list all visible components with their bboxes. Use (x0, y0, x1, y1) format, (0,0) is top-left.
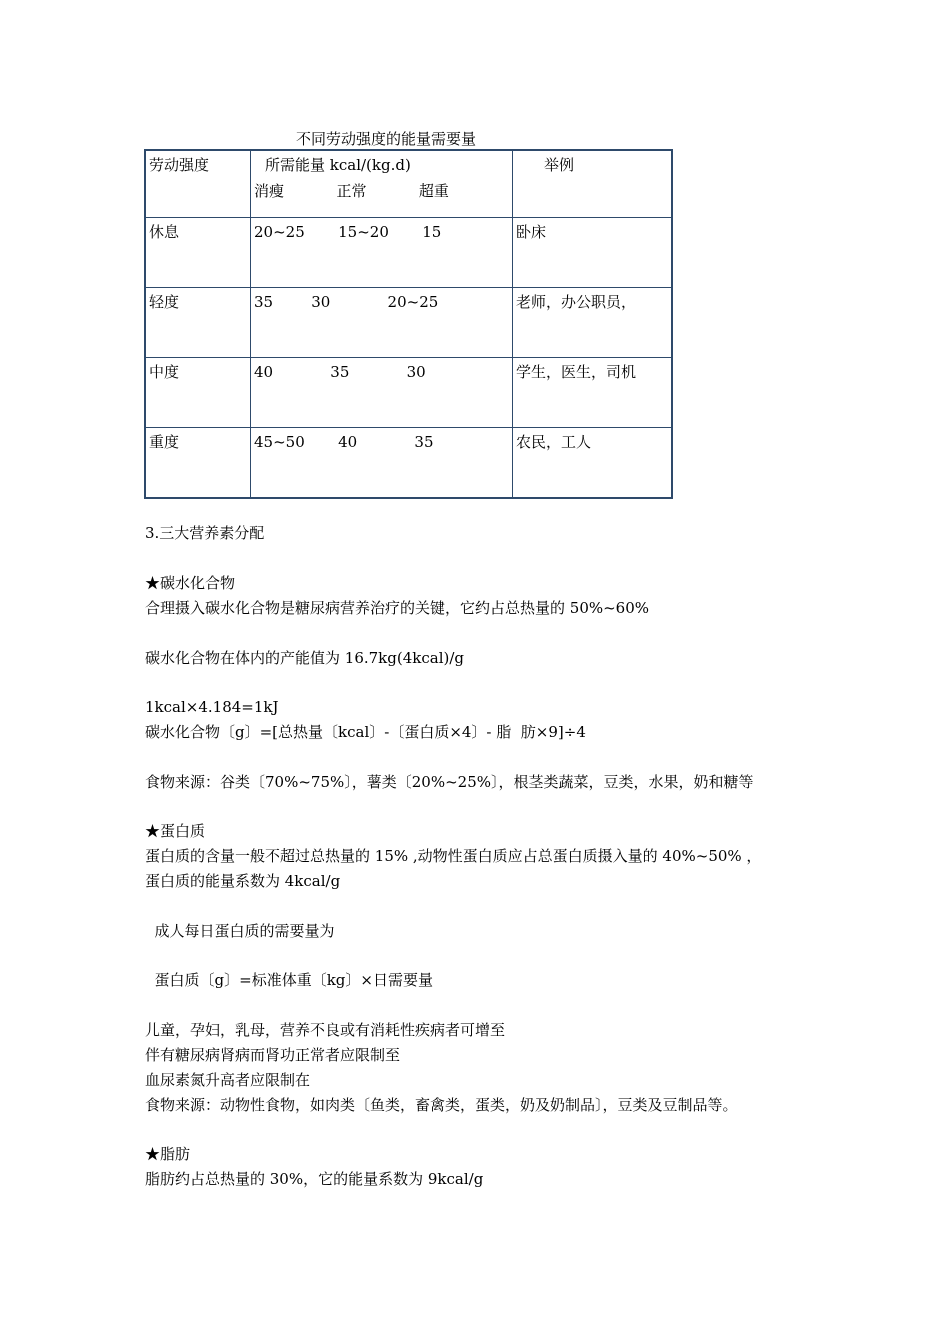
paragraph: 碳水化合物〔g〕=[总热量〔kcal〕-〔蛋白质×4〕- 脂 肪×9]÷4 (145, 723, 586, 741)
paragraph: 蛋白质的含量一般不超过总热量的 15% ,动物性蛋白质应占总蛋白质摄入量的 40%~50% ， (145, 847, 762, 865)
table-row (145, 218, 672, 288)
row-intensity: 休息 (149, 223, 180, 241)
subsection-heading: ★碳水化合物 (145, 574, 236, 592)
paragraph: 儿童，孕妇，乳母，营养不良或有消耗性疾病者可增至 (145, 1021, 506, 1039)
row-intensity: 中度 (149, 363, 180, 381)
header-energy: 所需能量 kcal/(kg.d) (265, 156, 411, 174)
paragraph: 合理摄入碳水化合物是糖尿病营养治疗的关键，它约占总热量的 50%~60% (145, 599, 650, 617)
paragraph: 蛋白质〔g〕=标准体重〔kg〕×日需要量 (145, 971, 433, 989)
row-intensity: 重度 (149, 433, 180, 451)
paragraph: 血尿素氮升高者应限制在 (145, 1071, 311, 1089)
row-values: 35 30 20~25 (254, 293, 439, 311)
header-example: 举例 (544, 156, 575, 174)
row-example: 农民，工人 (516, 433, 592, 451)
paragraph: 伴有糖尿病肾病而肾功正常者应限制至 (145, 1046, 401, 1064)
table-title: 不同劳动强度的能量需要量 (296, 130, 477, 148)
paragraph: 蛋白质的能量系数为 4kcal/g (145, 872, 341, 890)
row-example: 卧床 (516, 223, 547, 241)
row-values: 45~50 40 35 (254, 433, 434, 451)
subsection-heading: ★脂肪 (145, 1145, 191, 1163)
paragraph: 碳水化合物在体内的产能值为 16.7kg(4kcal)/g (145, 649, 464, 667)
row-values: 40 35 30 (254, 363, 426, 381)
energy-requirement-table (144, 149, 673, 499)
header-intensity: 劳动强度 (149, 156, 210, 174)
paragraph: 食物来源：动物性食物，如肉类〔鱼类，畜禽类，蛋类，奶及奶制品〕，豆类及豆制品等。 (145, 1096, 738, 1114)
section-heading: 3.三大营养素分配 (145, 524, 265, 542)
paragraph: 食物来源：谷类〔70%~75%〕，薯类〔20%~25%〕，根茎类蔬菜，豆类，水果，奶和糖等 (145, 773, 754, 791)
row-intensity: 轻度 (149, 293, 180, 311)
row-example: 老师，办公职员， (516, 293, 637, 311)
table-row (145, 428, 672, 499)
table-row (145, 288, 672, 358)
header-energy-sub: 消瘦 正常 超重 (254, 182, 449, 200)
row-values: 20~25 15~20 15 (254, 223, 442, 241)
paragraph: 1kcal×4.184=1kJ (145, 698, 279, 716)
paragraph: 成人每日蛋白质的需要量为 (145, 922, 335, 940)
table-row (145, 358, 672, 428)
row-example: 学生，医生，司机 (516, 363, 637, 381)
paragraph: 脂肪约占总热量的 30%，它的能量系数为 9kcal/g (145, 1170, 484, 1188)
table-header-row (145, 150, 672, 218)
subsection-heading: ★蛋白质 (145, 822, 206, 840)
